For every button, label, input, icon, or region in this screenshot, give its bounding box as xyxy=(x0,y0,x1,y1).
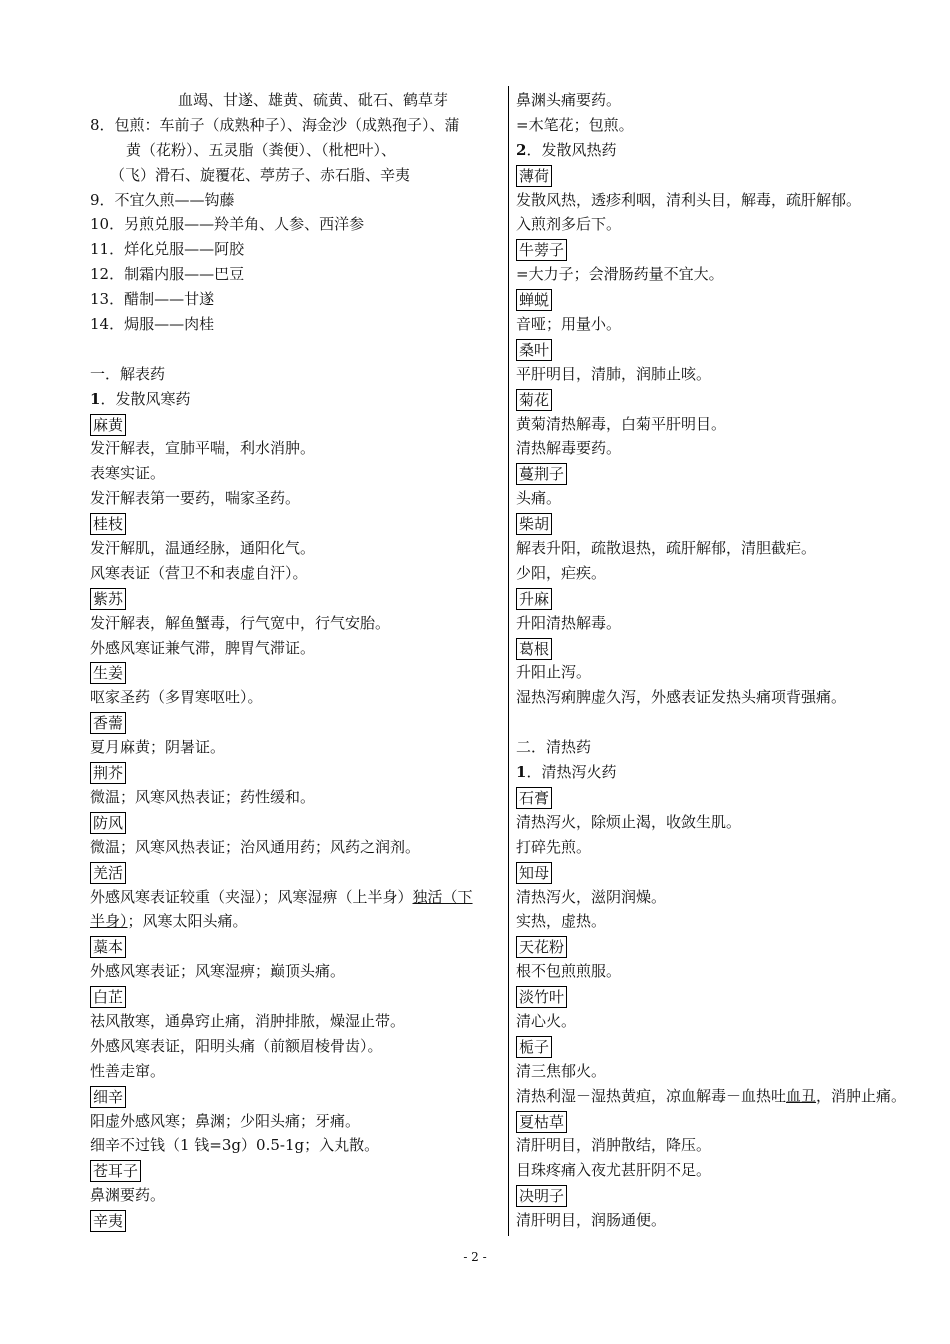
line-text: 目珠疼痛入夜尤甚肝阴不足。 xyxy=(516,1161,712,1180)
herb-heading-line xyxy=(90,1158,504,1183)
line-text: 解表升阳，疏散退热，疏肝解郁，清胆截疟。 xyxy=(516,539,817,558)
herb-heading-line xyxy=(516,934,946,959)
text-line xyxy=(90,337,504,362)
herb-name-box: 香薷 xyxy=(90,712,126,734)
column-divider xyxy=(508,86,509,1236)
herb-name-box: 辛夷 xyxy=(90,1210,126,1232)
herb-name-box: 紫苏 xyxy=(90,588,126,610)
line-text: ，消肿止痛。 xyxy=(816,1086,907,1105)
text-line xyxy=(90,685,504,710)
text-line xyxy=(90,536,504,561)
line-text: =大力子；会滑肠药量不宜大。 xyxy=(516,265,724,284)
line-text: 平肝明目，清肺，润肺止咳。 xyxy=(516,364,712,383)
herb-heading-line xyxy=(516,586,946,611)
herb-name-box: 防风 xyxy=(90,812,126,834)
line-text: ．发散风热药 xyxy=(526,140,617,159)
text-line xyxy=(90,636,504,661)
line-text: 夏月麻黄；阴暑证。 xyxy=(90,738,226,757)
herb-name-box: 决明子 xyxy=(516,1185,567,1207)
line-text: 清热泻火，滋阴润燥。 xyxy=(516,887,667,906)
line-text: ．发散风寒药 xyxy=(100,389,191,408)
herb-name-box: 苍耳子 xyxy=(90,1160,141,1182)
left-column xyxy=(90,88,504,1233)
text-line xyxy=(516,710,946,735)
herb-name-box: 桑叶 xyxy=(516,339,552,361)
herb-heading-line xyxy=(90,810,504,835)
herb-heading-line xyxy=(90,660,504,685)
herb-heading-line xyxy=(516,287,946,312)
text-line xyxy=(516,760,946,785)
herb-name-box: 知母 xyxy=(516,862,552,884)
line-text: 一．解表药 xyxy=(90,364,166,383)
text-line xyxy=(90,1009,504,1034)
underlined-text: 血丑 xyxy=(786,1086,817,1105)
line-text: 风寒表证（营卫不和表虚自汗）。 xyxy=(90,563,308,582)
text-line xyxy=(516,735,946,760)
herb-heading-line xyxy=(90,511,504,536)
line-text: ；风寒太阳头痛。 xyxy=(127,912,248,931)
line-text: 表寒实证。 xyxy=(90,464,166,483)
text-line xyxy=(516,1059,946,1084)
text-line xyxy=(90,287,504,312)
text-line xyxy=(516,138,946,163)
text-line xyxy=(516,212,946,237)
text-line xyxy=(516,660,946,685)
section-number: 1 xyxy=(516,763,527,782)
herb-heading-line xyxy=(90,710,504,735)
line-text: 升阳止泻。 xyxy=(516,663,592,682)
text-line xyxy=(90,163,504,188)
text-line xyxy=(516,262,946,287)
right-column xyxy=(516,88,946,1233)
line-text: 清三焦郁火。 xyxy=(516,1061,607,1080)
line-text: 祛风散寒，通鼻窍止痛，消肿排脓，燥湿止带。 xyxy=(90,1011,406,1030)
text-line xyxy=(516,611,946,636)
text-line xyxy=(516,835,946,860)
text-line xyxy=(516,436,946,461)
text-line xyxy=(90,735,504,760)
herb-name-box: 麻黄 xyxy=(90,414,126,436)
text-line xyxy=(90,88,504,113)
text-line xyxy=(516,88,946,113)
herb-heading-line xyxy=(516,1034,946,1059)
herb-name-box: 羌活 xyxy=(90,862,126,884)
herb-name-box: 菊花 xyxy=(516,389,552,411)
line-text: 12．制霜内服——巴豆 xyxy=(90,265,245,284)
line-text: （飞）滑石、旋覆花、葶苈子、赤石脂、辛夷 xyxy=(110,165,411,184)
line-text: 二．清热药 xyxy=(516,738,592,757)
herb-name-box: 栀子 xyxy=(516,1036,552,1058)
text-line xyxy=(516,1158,946,1183)
text-line xyxy=(90,461,504,486)
herb-heading-line xyxy=(516,237,946,262)
line-text: 发汗解表，宣肺平喘，利水消肿。 xyxy=(90,439,316,458)
text-line xyxy=(516,113,946,138)
line-text: 头痛。 xyxy=(516,489,562,508)
line-text: 实热，虚热。 xyxy=(516,912,607,931)
text-line xyxy=(90,885,504,910)
text-line xyxy=(90,785,504,810)
line-text: 外感风寒证兼气滞，脾胃气滞证。 xyxy=(90,638,316,657)
text-line xyxy=(90,362,504,387)
text-line xyxy=(516,1084,946,1109)
line-text: 呕家圣药（多胃寒呕吐）。 xyxy=(90,688,263,707)
line-text: 清热解毒要药。 xyxy=(516,439,622,458)
herb-name-box: 细辛 xyxy=(90,1086,126,1108)
herb-name-box: 生姜 xyxy=(90,662,126,684)
line-text: 9．不宜久煎——钩藤 xyxy=(90,190,235,209)
line-text: ．清热泻火药 xyxy=(526,763,617,782)
text-line xyxy=(90,387,504,412)
text-line xyxy=(90,138,504,163)
herb-name-box: 白芷 xyxy=(90,986,126,1008)
herb-name-box: 牛蒡子 xyxy=(516,239,567,261)
line-text: 发汗解表第一要药，喘家圣药。 xyxy=(90,489,301,508)
text-line xyxy=(90,262,504,287)
line-text: 清热利湿－湿热黄疸，凉血解毒－血热吐 xyxy=(516,1086,787,1105)
herb-heading-line xyxy=(516,785,946,810)
herb-heading-line xyxy=(516,1183,946,1208)
line-text: 清肝明目，润肠通便。 xyxy=(516,1211,667,1230)
herb-name-box: 柴胡 xyxy=(516,513,552,535)
herb-heading-line xyxy=(516,1109,946,1134)
line-text: 微温；风寒风热表证；药性缓和。 xyxy=(90,787,316,806)
herb-heading-line xyxy=(90,586,504,611)
line-text: 湿热泻痢脾虚久泻，外感表证发热头痛项背强痛。 xyxy=(516,688,847,707)
text-line xyxy=(90,909,504,934)
text-line xyxy=(516,810,946,835)
text-line xyxy=(516,685,946,710)
text-line xyxy=(516,412,946,437)
line-text: 清热泻火，除烦止渴，收敛生肌。 xyxy=(516,812,742,831)
text-line xyxy=(516,536,946,561)
herb-name-box: 荆芥 xyxy=(90,762,126,784)
herb-heading-line xyxy=(516,461,946,486)
line-text: 音哑；用量小。 xyxy=(516,315,622,334)
line-text: 升阳清热解毒。 xyxy=(516,613,622,632)
section-number: 2 xyxy=(516,140,527,159)
underlined-text: 半身） xyxy=(90,912,128,931)
line-text: 黄菊清热解毒，白菊平肝明目。 xyxy=(516,414,727,433)
text-line xyxy=(516,312,946,337)
herb-name-box: 夏枯草 xyxy=(516,1111,567,1133)
text-line xyxy=(90,1059,504,1084)
text-line xyxy=(90,188,504,213)
line-text: 黄（花粉）、五灵脂（粪便）、（枇杷叶）、 xyxy=(126,140,397,159)
text-line xyxy=(90,237,504,262)
herb-heading-line xyxy=(516,337,946,362)
herb-heading-line xyxy=(516,636,946,661)
line-text: 鼻渊头痛要药。 xyxy=(516,91,622,109)
line-text: 打碎先煎。 xyxy=(516,837,592,856)
line-text: 13．醋制——甘遂 xyxy=(90,290,215,309)
line-text: 发汗解肌，温通经脉，通阳化气。 xyxy=(90,539,316,558)
line-text: 发散风热，透疹利咽，清利头目，解毒，疏肝解郁。 xyxy=(516,190,862,209)
page-number: - 2 - xyxy=(463,1250,487,1264)
herb-name-box: 升麻 xyxy=(516,588,552,610)
line-text: 清肝明目，消肿散结，降压。 xyxy=(516,1136,712,1155)
herb-heading-line xyxy=(90,1208,504,1233)
line-text: 根不包煎煎服。 xyxy=(516,962,622,981)
herb-heading-line xyxy=(90,984,504,1009)
herb-heading-line xyxy=(90,412,504,437)
text-line xyxy=(90,212,504,237)
herb-heading-line xyxy=(90,760,504,785)
line-text: 11．烊化兑服——阿胶 xyxy=(90,240,245,259)
herb-name-box: 石膏 xyxy=(516,787,552,809)
text-line xyxy=(90,959,504,984)
text-line xyxy=(516,561,946,586)
herb-name-box: 蝉蜕 xyxy=(516,289,552,311)
herb-heading-line xyxy=(516,511,946,536)
text-line xyxy=(90,113,504,138)
text-line xyxy=(90,835,504,860)
text-line xyxy=(516,486,946,511)
herb-heading-line xyxy=(516,860,946,885)
line-text: 血竭、甘遂、雄黄、硫黄、砒石、鹤草芽 xyxy=(178,91,449,109)
herb-name-box: 薄荷 xyxy=(516,165,552,187)
text-line xyxy=(516,1133,946,1158)
section-number: 1 xyxy=(90,389,101,408)
underlined-text: 独活（下 xyxy=(412,887,473,906)
line-text: 14．焗服——肉桂 xyxy=(90,315,215,334)
herb-heading-line xyxy=(516,387,946,412)
text-line xyxy=(90,561,504,586)
line-text: 阳虚外感风寒；鼻渊；少阳头痛；牙痛。 xyxy=(90,1111,361,1130)
herb-name-box: 藁本 xyxy=(90,936,126,958)
line-text: 清心火。 xyxy=(516,1011,577,1030)
text-line xyxy=(90,611,504,636)
text-line xyxy=(90,486,504,511)
text-line xyxy=(90,312,504,337)
line-text: 10．另煎兑服——羚羊角、人参、西洋参 xyxy=(90,215,365,234)
text-line xyxy=(90,1034,504,1059)
herb-name-box: 天花粉 xyxy=(516,936,567,958)
line-text: 外感风寒表证较重（夹湿）；风寒湿痹（上半身） xyxy=(90,887,413,906)
line-text: 鼻渊要药。 xyxy=(90,1186,166,1205)
text-line xyxy=(516,909,946,934)
herb-name-box: 蔓荆子 xyxy=(516,463,567,485)
text-line xyxy=(516,188,946,213)
text-line xyxy=(90,1133,504,1158)
text-line xyxy=(516,1009,946,1034)
line-text: 入煎剂多后下。 xyxy=(516,215,622,234)
text-line xyxy=(90,1183,504,1208)
herb-heading-line xyxy=(90,860,504,885)
herb-heading-line xyxy=(90,1084,504,1109)
line-text: 外感风寒表证，阳明头痛（前额眉棱骨齿）。 xyxy=(90,1036,383,1055)
line-text: 微温；风寒风热表证；治风通用药；风药之润剂。 xyxy=(90,837,421,856)
line-text: 性善走窜。 xyxy=(90,1061,166,1080)
text-line xyxy=(90,1109,504,1134)
line-text: =木笔花；包煎。 xyxy=(516,115,634,134)
herb-heading-line xyxy=(516,984,946,1009)
text-line xyxy=(90,436,504,461)
herb-name-box: 淡竹叶 xyxy=(516,986,567,1008)
text-line xyxy=(516,1208,946,1233)
herb-name-box: 葛根 xyxy=(516,638,552,660)
herb-heading-line xyxy=(90,934,504,959)
line-text: 外感风寒表证；风寒湿痹；巅顶头痛。 xyxy=(90,962,346,981)
text-line xyxy=(516,959,946,984)
line-text: 少阳，疟疾。 xyxy=(516,563,607,582)
line-text: 细辛不过钱（1 钱=3g）0.5-1g；入丸散。 xyxy=(90,1136,380,1155)
text-line xyxy=(516,885,946,910)
herb-name-box: 桂枝 xyxy=(90,513,126,535)
herb-heading-line xyxy=(516,163,946,188)
line-text: 8．包煎：车前子（成熟种子）、海金沙（成熟孢子）、蒲 xyxy=(90,115,460,134)
text-line xyxy=(516,362,946,387)
line-text: 发汗解表，解鱼蟹毒，行气宽中，行气安胎。 xyxy=(90,613,391,632)
